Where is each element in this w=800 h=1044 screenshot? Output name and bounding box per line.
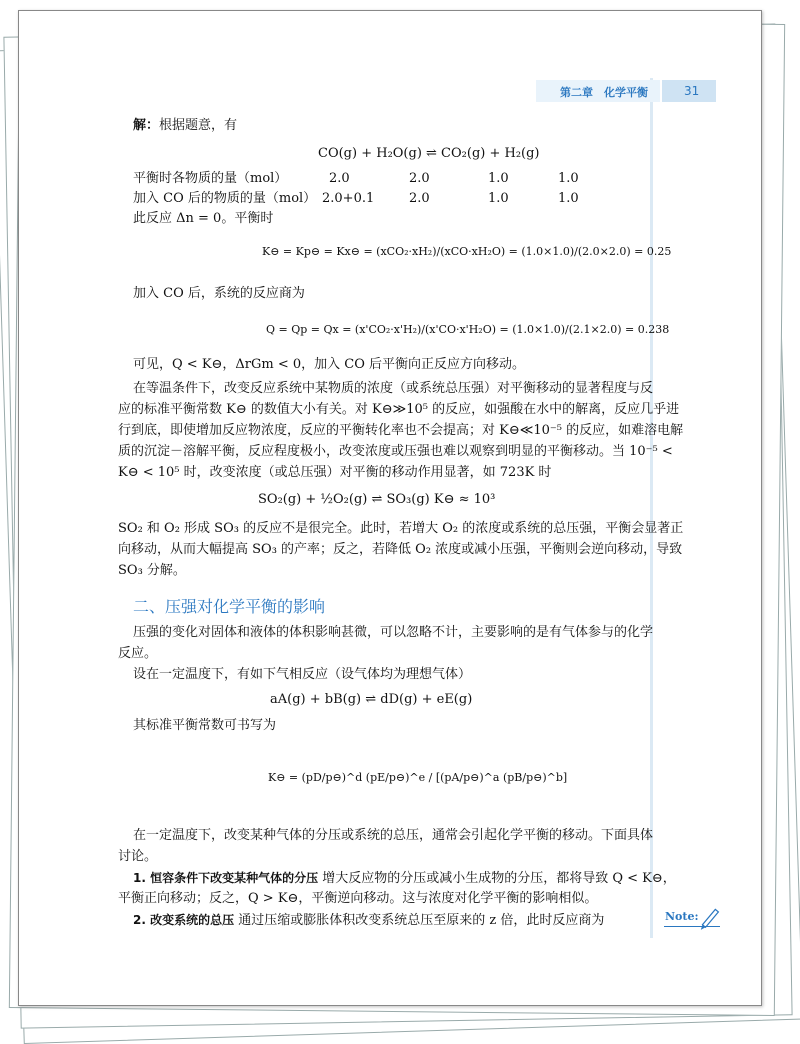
equation-general-reaction: aA(g) + bB(g) ⇌ dD(g) + eE(g)	[270, 692, 473, 707]
row-label-equilibrium: 平衡时各物质的量（mol）	[133, 171, 288, 186]
after-co-line: 加入 CO 后，系统的反应商为	[133, 286, 305, 301]
gas-reaction-intro: 设在一定温度下，有如下气相反应（设气体均为理想气体）	[133, 667, 472, 682]
paragraph-line: 质的沉淀－溶解平衡，反应程度极小，改变浓度或压强也难以观察到明显的平衡移动。当 10⁻⁵ <	[118, 444, 673, 459]
paragraph-line: 讨论。	[118, 849, 158, 864]
paragraph-line: 行到底，即使增加反应物浓度，反应的平衡转化率也不会提高；对 K⊖≪10⁻⁵ 的反应，如难溶电解	[118, 423, 684, 438]
item-2-title: 2. 改变系统的总压	[133, 913, 235, 927]
section-heading: 二、压强对化学平衡的影响	[133, 597, 326, 616]
item-1-text-2: 平衡正向移动；反之，Q > K⊖，平衡逆向移动。这与浓度对化学平衡的影响相似。	[118, 891, 598, 906]
item-2-text: 通过压缩或膨胀体积改变系统总压至原来的 z 倍，此时反应商为	[238, 913, 605, 928]
row-value: 2.0+0.1	[322, 191, 375, 206]
row-value: 1.0	[558, 191, 579, 206]
paragraph-line: SO₂ 和 O₂ 形成 SO₃ 的反应不是很完全。此时，若增大 O₂ 的浓度或系统的总压强，平衡会显著正	[118, 521, 684, 536]
solution-intro-text: 根据题意，有	[159, 118, 238, 133]
solution-label: 解：	[133, 118, 160, 133]
chapter-title: 第二章 化学平衡	[560, 86, 648, 99]
paragraph-line: 反应。	[118, 646, 158, 661]
paragraph-line: 压强的变化对固体和液体的体积影响甚微，可以忽略不计，主要影响的是有气体参与的化学	[133, 625, 654, 640]
paragraph-line: 应的标准平衡常数 K⊖ 的数值大小有关。对 K⊖≫10⁵ 的反应，如强酸在水中的解离，反应几乎进	[118, 402, 680, 417]
paragraph-line: 在一定温度下，改变某种气体的分压或系统的总压，通常会引起化学平衡的移动。下面具体	[133, 828, 654, 843]
conclusion-line: 可见，Q < K⊖，ΔrGm < 0，加入 CO 后平衡向正反应方向移动。	[133, 357, 526, 372]
paragraph-line: K⊖ < 10⁵ 时，改变浓度（或总压强）对平衡的移动作用显著，如 723K 时	[118, 465, 552, 480]
row-value: 2.0	[409, 191, 430, 206]
k-intro: 其标准平衡常数可书写为	[133, 718, 277, 733]
note-label: Note:	[665, 910, 699, 923]
item-1-title: 1. 恒容条件下改变某种气体的分压	[133, 871, 319, 885]
row-value: 1.0	[558, 171, 579, 186]
paragraph-line: 向移动，从而大幅提高 SO₃ 的产率；反之，若降低 O₂ 浓度或减小压强，平衡则会逆向移动，导致	[118, 542, 683, 557]
row-label-after-co: 加入 CO 后的物质的量（mol）	[133, 191, 317, 206]
paragraph-line: SO₃ 分解。	[118, 563, 186, 578]
delta-n-line: 此反应 Δn = 0。平衡时	[133, 211, 274, 226]
equation-k-standard: K⊖ = Kp⊖ = Kx⊖ = (xCO₂·xH₂)/(xCO·xH₂O) = (1.0×1.0)/(2.0×2.0) = 0.25	[262, 245, 672, 258]
row-value: 1.0	[488, 171, 509, 186]
equation-q: Q = Qp = Qx = (x'CO₂·x'H₂)/(x'CO·x'H₂O) = (1.0×1.0)/(2.1×2.0) = 0.238	[266, 323, 670, 336]
paragraph-line: 在等温条件下，改变反应系统中某物质的浓度（或系统总压强）对平衡移动的显著程度与反	[133, 381, 654, 396]
row-value: 1.0	[488, 191, 509, 206]
item-1-text: 增大反应物的分压或减小生成物的分压，都将导致 Q < K⊖，	[322, 871, 676, 886]
row-value: 2.0	[329, 171, 350, 186]
equation-k-pressure: K⊖ = (pD/p⊖)^d (pE/p⊖)^e / [(pA/p⊖)^a (pB/p⊖)^b]	[268, 771, 568, 784]
page-number: 31	[684, 84, 700, 98]
equation-so2: SO₂(g) + ½O₂(g) ⇌ SO₃(g) K⊖ ≈ 10³	[258, 492, 496, 507]
row-value: 2.0	[409, 171, 430, 186]
reaction-equation-1: CO(g) + H₂O(g) ⇌ CO₂(g) + H₂(g)	[318, 146, 540, 161]
